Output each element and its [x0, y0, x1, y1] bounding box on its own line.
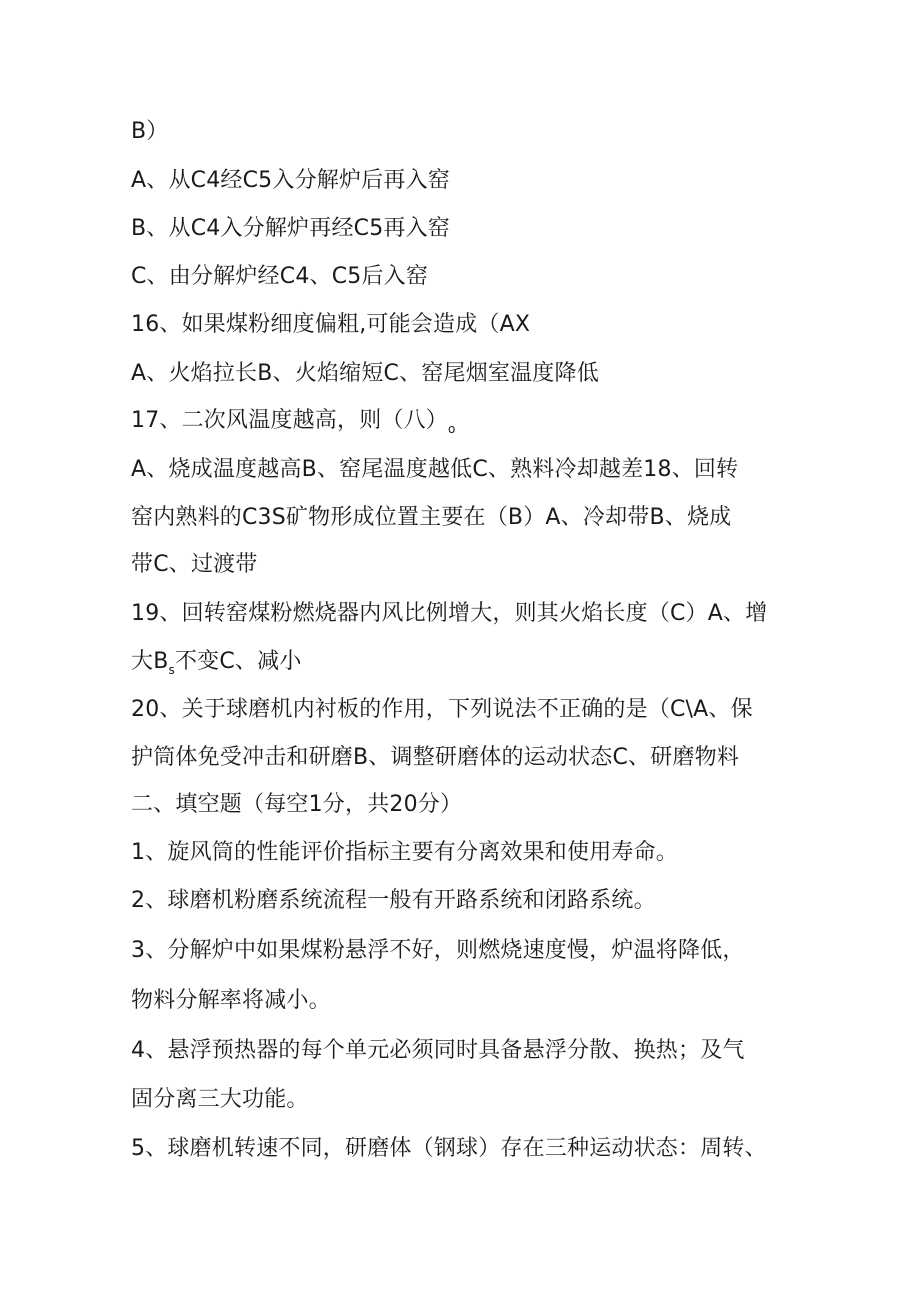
fill-blank-1: 1、旋风筒的性能评价指标主要有分离效果和使用寿命。: [131, 840, 678, 865]
option-a-line: A、从C4经C5入分解炉后再入窑: [131, 168, 450, 193]
option-b-line: B、从C4入分解炉再经C5再入窑: [131, 216, 451, 241]
question-17: [131, 406, 456, 444]
question-17-mark: o: [448, 422, 456, 436]
fill-blank-5: 5、球磨机转速不同，研磨体（钢球）存在三种运动状态：周转、: [131, 1136, 767, 1161]
question-20-options: 护筒体免受冲击和研磨B、调整研磨体的运动状态C、研磨物料: [131, 745, 740, 770]
question-16: 16、如果煤粉细度偏粗,可能会造成（AX: [131, 312, 531, 337]
question-18-line-2: 窑内熟料的C3S矿物形成位置主要在（B）A、冷却带B、烧成: [131, 505, 732, 530]
question-19-options: [131, 647, 302, 685]
question-20: 20、关于球磨机内衬板的作用，下列说法不正确的是（C\A、保: [131, 697, 753, 722]
question-19-option-b: 大B: [131, 649, 169, 674]
question-18-line-3: 带C、过渡带: [131, 552, 258, 577]
fill-blank-4-cont: 固分离三大功能。: [131, 1087, 309, 1112]
option-c-line: C、由分解炉经C4、C5后入窑: [131, 264, 429, 289]
section-heading-fill-blank: 二、填空题（每空1分，共20分）: [131, 792, 463, 817]
fill-blank-4: 4、悬浮预热器的每个单元必须同时具备悬浮分散、换热；及气: [131, 1038, 745, 1063]
question-19-subscript: s: [168, 663, 175, 677]
question-19: 19、回转窑煤粉燃烧器内风比例增大，则其火焰长度（C）A、增: [131, 601, 768, 626]
fill-blank-3: 3、分解炉中如果煤粉悬浮不好，则燃烧速度慢，炉温将降低，: [131, 938, 745, 963]
question-17-options: A、烧成温度越高B、窑尾温度越低C、熟料冷却越差18、回转: [131, 457, 739, 482]
question-16-options: A、火焰拉长B、火焰缩短C、窑尾烟室温度降低: [131, 361, 599, 386]
fill-blank-2: 2、球磨机粉磨系统流程一般有开路系统和闭路系统。: [131, 888, 656, 913]
answer-line-b: B）: [131, 119, 169, 144]
fill-blank-3-cont: 物料分解率将减小。: [131, 988, 331, 1013]
question-17-text: 17、二次风温度越高，则（八）: [131, 408, 448, 433]
question-19-option-rest: 不变C、减小: [174, 649, 302, 674]
